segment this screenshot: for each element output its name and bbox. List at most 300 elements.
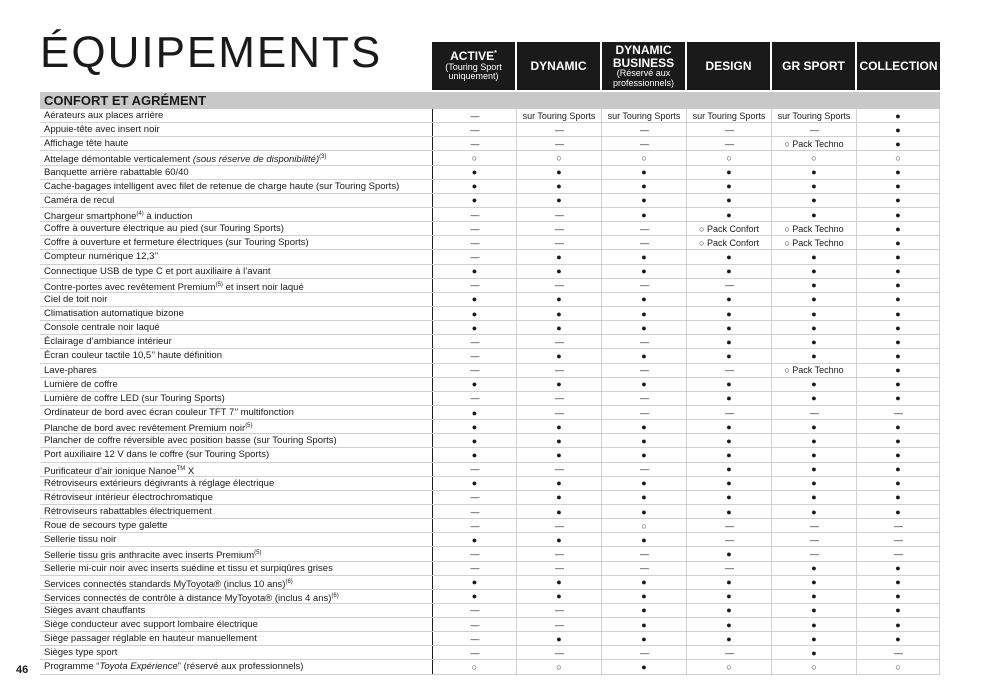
row-label	[40, 533, 432, 546]
row-label	[40, 406, 432, 419]
standard-dot-icon: ●	[856, 632, 940, 645]
standard-dot-icon: ●	[601, 660, 686, 673]
standard-dot-icon: ●	[771, 349, 856, 362]
not-available-dash-icon: —	[432, 137, 516, 150]
not-available-dash-icon: —	[771, 519, 856, 532]
standard-dot-icon: ●	[686, 166, 771, 179]
row-label-text: Services connectés standards MyToyota® (inclus 10 ans)	[44, 578, 286, 589]
row-label-text: Appuie-tête avec insert noir	[44, 124, 160, 136]
standard-dot-icon: ●	[856, 123, 940, 136]
standard-dot-icon: ●	[771, 194, 856, 207]
not-available-dash-icon: —	[432, 109, 516, 122]
row-label	[40, 151, 432, 164]
column-header	[857, 42, 940, 90]
row-label	[40, 463, 432, 476]
row-label-text: Contre-portes avec revêtement Premium	[44, 281, 216, 292]
not-available-dash-icon: —	[601, 547, 686, 560]
option-ring-icon: ○	[771, 660, 856, 673]
standard-dot-icon: ●	[516, 632, 601, 645]
not-available-dash-icon: —	[686, 279, 771, 292]
standard-dot-icon: ●	[771, 463, 856, 476]
table-row	[40, 448, 940, 462]
row-label-note: Toyota Expérience	[99, 661, 178, 673]
standard-dot-icon: ●	[601, 194, 686, 207]
not-available-dash-icon: —	[432, 519, 516, 532]
standard-dot-icon: ●	[771, 562, 856, 575]
table-row	[40, 180, 940, 194]
standard-dot-icon: ●	[771, 576, 856, 589]
row-label-suffix: X	[185, 465, 195, 476]
row-label-footnote: TM	[176, 465, 186, 472]
standard-dot-icon: ●	[771, 420, 856, 433]
standard-dot-icon: ●	[856, 378, 940, 391]
row-label-text: Coffre à ouverture électrique au pied (sur Touring Sports)	[44, 223, 284, 235]
row-label-text: Coffre à ouverture et fermeture électriques (sur Touring Sports)	[44, 237, 309, 249]
not-available-dash-icon: —	[686, 519, 771, 532]
standard-dot-icon: ●	[601, 265, 686, 278]
row-label-text: Lumière de coffre	[44, 378, 118, 390]
table-row	[40, 137, 940, 151]
table-row	[40, 194, 940, 208]
equipment-table	[40, 109, 940, 675]
standard-dot-icon: ●	[432, 576, 516, 589]
standard-dot-icon: ●	[856, 604, 940, 617]
row-label	[40, 618, 432, 631]
standard-dot-icon: ●	[686, 448, 771, 461]
standard-dot-icon: ●	[516, 180, 601, 193]
table-row	[40, 660, 940, 674]
column-name: DESIGN	[705, 58, 752, 73]
not-available-dash-icon: —	[516, 463, 601, 476]
standard-dot-icon: ●	[686, 434, 771, 447]
not-available-dash-icon: —	[601, 279, 686, 292]
not-available-dash-icon: —	[516, 123, 601, 136]
standard-dot-icon: ●	[771, 265, 856, 278]
option-ring-icon: ○	[856, 660, 940, 673]
option-ring-icon: ○	[601, 519, 686, 532]
row-label-text: Rétroviseurs extérieurs dégivrants à réglage électrique	[44, 477, 275, 489]
standard-dot-icon: ●	[856, 463, 940, 476]
not-available-dash-icon: —	[686, 406, 771, 419]
standard-dot-icon: ●	[516, 194, 601, 207]
table-row	[40, 505, 940, 519]
standard-dot-icon: ●	[516, 505, 601, 518]
standard-dot-icon: ●	[856, 222, 940, 235]
standard-dot-icon: ●	[601, 208, 686, 221]
row-label	[40, 604, 432, 617]
standard-dot-icon: ●	[601, 632, 686, 645]
table-row	[40, 123, 940, 137]
standard-dot-icon: ●	[601, 505, 686, 518]
standard-dot-icon: ●	[601, 307, 686, 320]
cell-text: ○ Pack Techno	[771, 137, 856, 150]
row-label-text: Éclairage d’ambiance intérieur	[44, 336, 172, 348]
standard-dot-icon: ●	[771, 505, 856, 518]
row-label-text: Attelage démontable verticalement	[44, 154, 193, 165]
standard-dot-icon: ●	[771, 307, 856, 320]
row-label-text: Siège passager réglable en hauteur manuellement	[44, 633, 257, 645]
not-available-dash-icon: —	[432, 618, 516, 631]
row-label-suffix: et insert noir laqué	[222, 281, 304, 292]
standard-dot-icon: ●	[432, 448, 516, 461]
not-available-dash-icon: —	[432, 250, 516, 263]
row-label	[40, 321, 432, 334]
not-available-dash-icon: —	[601, 392, 686, 405]
not-available-dash-icon: —	[601, 137, 686, 150]
not-available-dash-icon: —	[432, 463, 516, 476]
standard-dot-icon: ●	[601, 321, 686, 334]
standard-dot-icon: ●	[686, 547, 771, 560]
column-header	[517, 42, 600, 90]
standard-dot-icon: ●	[686, 321, 771, 334]
standard-dot-icon: ●	[771, 335, 856, 348]
row-label	[40, 335, 432, 348]
table-row	[40, 519, 940, 533]
column-name: COLLECTION	[859, 58, 938, 73]
table-row	[40, 265, 940, 279]
table-row	[40, 434, 940, 448]
not-available-dash-icon: —	[771, 547, 856, 560]
not-available-dash-icon: —	[601, 646, 686, 659]
standard-dot-icon: ●	[686, 392, 771, 405]
section-header	[40, 92, 940, 109]
not-available-dash-icon: —	[516, 562, 601, 575]
standard-dot-icon: ●	[856, 180, 940, 193]
table-row	[40, 364, 940, 378]
cell-text: sur Touring Sports	[516, 109, 601, 122]
standard-dot-icon: ●	[601, 349, 686, 362]
table-row	[40, 335, 940, 349]
not-available-dash-icon: —	[516, 222, 601, 235]
option-ring-icon: ○	[432, 660, 516, 673]
not-available-dash-icon: —	[601, 222, 686, 235]
table-row	[40, 604, 940, 618]
column-header	[772, 42, 855, 90]
table-row	[40, 378, 940, 392]
standard-dot-icon: ●	[686, 618, 771, 631]
row-label	[40, 222, 432, 235]
standard-dot-icon: ●	[856, 166, 940, 179]
not-available-dash-icon: —	[856, 533, 940, 546]
table-row	[40, 279, 940, 293]
row-label-text: Ciel de toit noir	[44, 293, 108, 305]
row-label-text: Lave-phares	[44, 364, 97, 376]
table-row	[40, 533, 940, 547]
row-label	[40, 519, 432, 532]
row-label-text: Aérateurs aux places arrière	[44, 110, 164, 121]
table-row	[40, 109, 940, 123]
row-label-text: Sellerie tissu gris anthracite avec inserts Premium	[44, 550, 255, 561]
not-available-dash-icon: —	[432, 646, 516, 659]
row-label-text: Services connectés de contrôle à distance MyToyota® (inclus 4 ans)	[44, 592, 332, 603]
row-label-text: Caméra de recul	[44, 194, 115, 206]
not-available-dash-icon: —	[432, 208, 516, 221]
row-label-footnote: (6)	[331, 592, 339, 599]
cell-text: sur Touring Sports	[771, 109, 856, 122]
not-available-dash-icon: —	[516, 519, 601, 532]
not-available-dash-icon: —	[432, 392, 516, 405]
page-number: 46	[16, 664, 29, 676]
not-available-dash-icon: —	[516, 406, 601, 419]
row-label	[40, 632, 432, 645]
standard-dot-icon: ●	[856, 293, 940, 306]
standard-dot-icon: ●	[771, 378, 856, 391]
standard-dot-icon: ●	[856, 590, 940, 603]
standard-dot-icon: ●	[686, 335, 771, 348]
row-label	[40, 349, 432, 362]
row-label	[40, 236, 432, 249]
standard-dot-icon: ●	[601, 576, 686, 589]
not-available-dash-icon: —	[686, 562, 771, 575]
row-label-footnote: (5)	[215, 281, 223, 288]
standard-dot-icon: ●	[601, 434, 686, 447]
not-available-dash-icon: —	[686, 646, 771, 659]
not-available-dash-icon: —	[432, 349, 516, 362]
row-label-footnote: (3)	[319, 154, 327, 161]
standard-dot-icon: ●	[771, 590, 856, 603]
standard-dot-icon: ●	[686, 250, 771, 263]
standard-dot-icon: ●	[771, 166, 856, 179]
row-label-text: Affichage tête haute	[44, 138, 129, 150]
standard-dot-icon: ●	[771, 477, 856, 490]
standard-dot-icon: ●	[686, 505, 771, 518]
standard-dot-icon: ●	[432, 293, 516, 306]
standard-dot-icon: ●	[856, 335, 940, 348]
not-available-dash-icon: —	[601, 123, 686, 136]
standard-dot-icon: ●	[856, 250, 940, 263]
row-label-text: Lumière de coffre LED (sur Touring Sports)	[44, 392, 225, 404]
row-label	[40, 547, 432, 560]
table-row	[40, 236, 940, 250]
row-label-text: Sellerie tissu noir	[44, 534, 117, 546]
standard-dot-icon: ●	[432, 166, 516, 179]
row-label-text: Cache-bagages intelligent avec filet de retenue de charge haute (sur Touring Sports)	[44, 180, 400, 192]
standard-dot-icon: ●	[856, 236, 940, 249]
table-row	[40, 632, 940, 646]
not-available-dash-icon: —	[516, 335, 601, 348]
cell-text: ○ Pack Techno	[771, 236, 856, 249]
row-label-text: Rétroviseur intérieur électrochromatique	[44, 491, 213, 503]
standard-dot-icon: ●	[601, 618, 686, 631]
standard-dot-icon: ●	[601, 293, 686, 306]
cell-text: sur Touring Sports	[686, 109, 771, 122]
row-label-text: Chargeur smartphone	[44, 211, 137, 222]
row-label	[40, 590, 432, 603]
cell-text: ○ Pack Confort	[686, 236, 771, 249]
standard-dot-icon: ●	[516, 448, 601, 461]
table-row	[40, 166, 940, 180]
standard-dot-icon: ●	[516, 378, 601, 391]
not-available-dash-icon: —	[516, 236, 601, 249]
row-label-footnote: (6)	[285, 578, 293, 585]
standard-dot-icon: ●	[686, 208, 771, 221]
option-ring-icon: ○	[856, 151, 940, 164]
table-row	[40, 349, 940, 363]
standard-dot-icon: ●	[856, 562, 940, 575]
standard-dot-icon: ●	[601, 448, 686, 461]
not-available-dash-icon: —	[432, 222, 516, 235]
row-label-text: Sellerie mi-cuir noir avec inserts suédine et tissu et surpiqûres grises	[44, 562, 333, 574]
row-label-text: Connectique USB de type C et port auxiliaire à l’avant	[44, 265, 271, 277]
table-row	[40, 392, 940, 406]
table-row	[40, 321, 940, 335]
table-row	[40, 420, 940, 434]
row-label-suffix: à induction	[143, 211, 193, 222]
row-label	[40, 392, 432, 405]
row-label-footnote: (5)	[254, 550, 262, 557]
standard-dot-icon: ●	[601, 378, 686, 391]
table-row	[40, 222, 940, 236]
column-subtitle: (Réservé aux professionnels)	[612, 68, 675, 88]
standard-dot-icon: ●	[771, 646, 856, 659]
option-ring-icon: ○	[686, 151, 771, 164]
standard-dot-icon: ●	[601, 477, 686, 490]
standard-dot-icon: ●	[516, 349, 601, 362]
not-available-dash-icon: —	[686, 364, 771, 377]
standard-dot-icon: ●	[856, 576, 940, 589]
standard-dot-icon: ●	[686, 420, 771, 433]
table-row	[40, 293, 940, 307]
standard-dot-icon: ●	[856, 491, 940, 504]
standard-dot-icon: ●	[856, 448, 940, 461]
standard-dot-icon: ●	[856, 321, 940, 334]
standard-dot-icon: ●	[771, 180, 856, 193]
standard-dot-icon: ●	[432, 378, 516, 391]
standard-dot-icon: ●	[686, 349, 771, 362]
table-row	[40, 250, 940, 264]
standard-dot-icon: ●	[432, 420, 516, 433]
standard-dot-icon: ●	[516, 434, 601, 447]
standard-dot-icon: ●	[856, 307, 940, 320]
row-label	[40, 491, 432, 504]
table-row	[40, 618, 940, 632]
table-row	[40, 590, 940, 604]
not-available-dash-icon: —	[856, 646, 940, 659]
standard-dot-icon: ●	[856, 279, 940, 292]
column-header	[687, 42, 770, 90]
row-label	[40, 420, 432, 433]
row-label	[40, 208, 432, 221]
standard-dot-icon: ●	[516, 307, 601, 320]
standard-dot-icon: ●	[771, 293, 856, 306]
row-label	[40, 505, 432, 518]
row-label-text: Compteur numérique 12,3’’	[44, 251, 159, 263]
standard-dot-icon: ●	[686, 194, 771, 207]
standard-dot-icon: ●	[516, 590, 601, 603]
page-title: ÉQUIPEMENTS	[40, 28, 383, 77]
standard-dot-icon: ●	[686, 378, 771, 391]
row-label-footnote: (5)	[245, 423, 253, 430]
row-label-text: Plancher de coffre réversible avec position basse (sur Touring Sports)	[44, 435, 337, 447]
not-available-dash-icon: —	[432, 236, 516, 249]
option-ring-icon: ○	[771, 151, 856, 164]
standard-dot-icon: ●	[686, 576, 771, 589]
row-label	[40, 137, 432, 150]
table-row	[40, 491, 940, 505]
standard-dot-icon: ●	[856, 434, 940, 447]
row-label-text: Purificateur d’air ionique Nanoe	[44, 465, 177, 476]
standard-dot-icon: ●	[432, 307, 516, 320]
standard-dot-icon: ●	[686, 463, 771, 476]
not-available-dash-icon: —	[516, 364, 601, 377]
table-row	[40, 576, 940, 590]
column-name: ACTIVE*	[450, 49, 497, 64]
not-available-dash-icon: —	[856, 547, 940, 560]
not-available-dash-icon: —	[856, 519, 940, 532]
standard-dot-icon: ●	[771, 604, 856, 617]
row-label	[40, 180, 432, 193]
standard-dot-icon: ●	[856, 392, 940, 405]
standard-dot-icon: ●	[771, 618, 856, 631]
standard-dot-icon: ●	[516, 293, 601, 306]
row-label-text: Sièges type sport	[44, 647, 118, 659]
not-available-dash-icon: —	[516, 279, 601, 292]
option-ring-icon: ○	[601, 151, 686, 164]
row-label	[40, 194, 432, 207]
standard-dot-icon: ●	[856, 265, 940, 278]
column-name: GR SPORT	[782, 58, 845, 73]
standard-dot-icon: ●	[686, 491, 771, 504]
section-title: CONFORT ET AGRÉMENT	[44, 93, 207, 108]
standard-dot-icon: ●	[432, 194, 516, 207]
not-available-dash-icon: —	[686, 137, 771, 150]
standard-dot-icon: ●	[686, 265, 771, 278]
standard-dot-icon: ●	[432, 477, 516, 490]
row-label	[40, 378, 432, 391]
not-available-dash-icon: —	[432, 335, 516, 348]
standard-dot-icon: ●	[432, 434, 516, 447]
row-label	[40, 250, 432, 263]
row-label-text: Siège conducteur avec support lombaire électrique	[44, 619, 258, 631]
not-available-dash-icon: —	[601, 406, 686, 419]
row-label	[40, 307, 432, 320]
not-available-dash-icon: —	[516, 137, 601, 150]
column-headers	[432, 42, 940, 90]
row-label	[40, 123, 432, 136]
standard-dot-icon: ●	[771, 208, 856, 221]
row-label	[40, 364, 432, 377]
table-row	[40, 463, 940, 477]
standard-dot-icon: ●	[771, 321, 856, 334]
cell-text: ○ Pack Confort	[686, 222, 771, 235]
row-label-text: Planche de bord avec revêtement Premium noir	[44, 423, 246, 434]
not-available-dash-icon: —	[516, 646, 601, 659]
row-label	[40, 279, 432, 292]
column-name: DYNAMIC BUSINESS	[612, 42, 675, 70]
not-available-dash-icon: —	[771, 406, 856, 419]
standard-dot-icon: ●	[856, 505, 940, 518]
table-row	[40, 477, 940, 491]
row-label-footnote: (4)	[136, 210, 144, 217]
not-available-dash-icon: —	[516, 208, 601, 221]
not-available-dash-icon: —	[432, 123, 516, 136]
standard-dot-icon: ●	[516, 250, 601, 263]
standard-dot-icon: ●	[432, 533, 516, 546]
table-row	[40, 208, 940, 222]
column-subtitle: (Touring Sport uniquement)	[445, 61, 502, 82]
not-available-dash-icon: —	[686, 123, 771, 136]
standard-dot-icon: ●	[432, 265, 516, 278]
not-available-dash-icon: —	[516, 618, 601, 631]
standard-dot-icon: ●	[771, 434, 856, 447]
standard-dot-icon: ●	[516, 491, 601, 504]
standard-dot-icon: ●	[601, 491, 686, 504]
column-header	[432, 42, 515, 90]
row-label	[40, 448, 432, 461]
row-label	[40, 434, 432, 447]
not-available-dash-icon: —	[432, 279, 516, 292]
table-row	[40, 562, 940, 576]
